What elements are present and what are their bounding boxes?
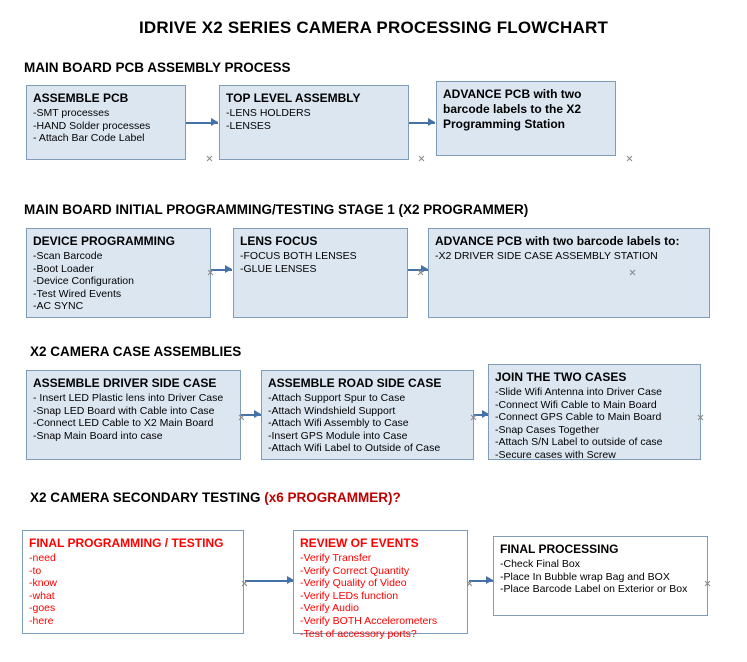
box-assemble-road-side-case-header: ASSEMBLE ROAD SIDE CASE xyxy=(268,376,442,390)
box-join-the-two-cases xyxy=(488,364,701,460)
box-review-of-events xyxy=(293,530,468,640)
box-review-of-events-line-5: -Verify Audio xyxy=(300,602,359,615)
box-assemble-pcb xyxy=(26,85,186,160)
arrow-final-programming-to-review-of-events xyxy=(245,576,294,585)
box-review-of-events-header: REVIEW OF EVENTS xyxy=(300,536,419,550)
box-top-level-assembly-header: TOP LEVEL ASSEMBLY xyxy=(226,91,361,105)
box-final-processing xyxy=(493,536,708,616)
box-final-programming-testing-line-3: -know xyxy=(29,577,58,590)
box-review-of-events-line-6: -Verify BOTH Accelerometers xyxy=(300,614,438,627)
box-final-programming-testing-line-5: -goes xyxy=(29,602,56,615)
tick-mark xyxy=(466,580,473,587)
arrow-assemble-pcb-to-top-level xyxy=(186,118,218,127)
box-assemble-road-side-case xyxy=(261,370,474,460)
box-final-programming-testing-line-6: -here xyxy=(29,614,54,627)
box-assemble-pcb-header: ASSEMBLE PCB xyxy=(33,91,129,105)
box-final-processing-line-3: -Place Barcode Label on Exterior or Box xyxy=(500,583,688,596)
box-review-of-events-line-7: -Test of accessory ports? xyxy=(300,627,417,640)
box-assemble-driver-side-case xyxy=(26,370,241,460)
box-final-processing-line-1: -Check Final Box xyxy=(500,558,580,570)
box-lens-focus xyxy=(233,228,408,318)
box-device-programming-line-4: -Test Wired Events xyxy=(33,287,122,300)
box-assemble-road-side-case-line-5: -Attach Wifi Label to Outside of Case xyxy=(268,442,441,455)
box-assemble-driver-side-case-line-3: -Connect LED Cable to X2 Main Board xyxy=(33,417,214,430)
box-assemble-road-side-case-line-2: -Attach Windshield Support xyxy=(268,404,396,417)
box-assemble-driver-side-case-line-1: - Insert LED Plastic lens into Driver Case xyxy=(33,392,224,404)
box-assemble-road-side-case-line-1: -Attach Support Spur to Case xyxy=(268,392,406,404)
tick-mark xyxy=(626,155,633,162)
box-join-the-two-cases-line-3: -Connect GPS Cable to Main Board xyxy=(495,411,662,424)
box-advance-pcb-driver-side xyxy=(428,228,710,318)
box-join-the-two-cases-header: JOIN THE TWO CASES xyxy=(495,370,627,384)
box-advance-pcb-station-header: ADVANCE PCB with two barcode labels to the X2 Programming Station xyxy=(443,87,582,131)
tick-mark xyxy=(238,414,245,421)
box-device-programming-line-1: -Scan Barcode xyxy=(33,250,103,262)
box-join-the-two-cases-line-5: -Attach S/N Label to outside of case xyxy=(495,436,663,449)
box-review-of-events-line-2: -Verify Correct Quantity xyxy=(300,564,410,577)
box-device-programming-header: DEVICE PROGRAMMING xyxy=(33,234,176,248)
box-assemble-driver-side-case-line-4: -Snap Main Board into case xyxy=(33,429,163,442)
box-final-processing-line-2: -Place In Bubble wrap Bag and BOX xyxy=(500,570,670,583)
page-title: IDRIVE X2 SERIES CAMERA PROCESSING FLOWCHART xyxy=(138,18,609,37)
box-assemble-road-side-case-line-4: -Insert GPS Module into Case xyxy=(268,429,408,442)
box-join-the-two-cases-line-1: -Slide Wifi Antenna into Driver Case xyxy=(495,386,662,398)
box-review-of-events-line-4: -Verify LEDs function xyxy=(300,589,399,602)
box-advance-pcb-station xyxy=(436,81,616,156)
box-final-programming-testing-header: FINAL PROGRAMMING / TESTING xyxy=(29,536,224,550)
box-lens-focus-line-1: -FOCUS BOTH LENSES xyxy=(240,250,357,262)
box-final-programming-testing-line-2: -to xyxy=(29,564,42,577)
box-final-programming-testing xyxy=(22,530,244,634)
section-heading-secondary-testing-text: X2 CAMERA SECONDARY TESTING xyxy=(30,490,265,505)
box-assemble-pcb-line-1: -SMT processes xyxy=(33,107,110,119)
arrow-top-level-to-advance-pcb xyxy=(409,118,435,127)
box-device-programming-line-3: -Device Configuration xyxy=(33,275,134,288)
box-top-level-assembly-line-2: -LENSES xyxy=(226,119,271,132)
box-assemble-pcb-line-2: -HAND Solder processes xyxy=(33,119,151,132)
tick-mark xyxy=(241,580,248,587)
section-heading-main-board-initial-programming: MAIN BOARD INITIAL PROGRAMMING/TESTING STAGE 1 (X2 PROGRAMMER) xyxy=(24,202,529,217)
box-assemble-driver-side-case-header: ASSEMBLE DRIVER SIDE CASE xyxy=(33,376,217,390)
box-assemble-pcb-line-3: - Attach Bar Code Label xyxy=(33,132,145,145)
tick-mark xyxy=(417,269,424,276)
box-device-programming-line-2: -Boot Loader xyxy=(33,262,94,275)
tick-mark xyxy=(629,269,636,276)
tick-mark xyxy=(697,414,704,421)
box-device-programming xyxy=(26,228,211,318)
section-heading-x2-camera-case-assemblies: X2 CAMERA CASE ASSEMBLIES xyxy=(30,344,242,359)
box-join-the-two-cases-line-6: -Secure cases with Screw xyxy=(495,448,616,461)
box-top-level-assembly-line-1: -LENS HOLDERS xyxy=(226,107,311,119)
box-advance-pcb-driver-side-header: ADVANCE PCB with two barcode labels to: xyxy=(435,234,680,248)
tick-mark xyxy=(207,269,214,276)
box-lens-focus-line-2: -GLUE LENSES xyxy=(240,262,317,275)
box-top-level-assembly xyxy=(219,85,409,160)
box-join-the-two-cases-line-4: -Snap Cases Together xyxy=(495,423,600,436)
box-advance-pcb-driver-side-line-1: -X2 DRIVER SIDE CASE ASSEMBLY STATION xyxy=(435,250,658,262)
box-join-the-two-cases-line-2: -Connect Wifi Cable to Main Board xyxy=(495,398,657,411)
box-lens-focus-header: LENS FOCUS xyxy=(240,234,318,248)
box-final-programming-testing-line-4: -what xyxy=(29,589,55,602)
box-review-of-events-line-3: -Verify Quality of Video xyxy=(300,577,407,590)
tick-mark xyxy=(206,155,213,162)
box-review-of-events-line-1: -Verify Transfer xyxy=(300,552,372,564)
tick-mark xyxy=(418,155,425,162)
box-final-processing-header: FINAL PROCESSING xyxy=(500,542,619,556)
box-final-programming-testing-line-1: -need xyxy=(29,552,56,564)
box-assemble-driver-side-case-line-2: -Snap LED Board with Cable into Case xyxy=(33,404,215,417)
section-heading-main-board-pcb-assembly-process: MAIN BOARD PCB ASSEMBLY PROCESS xyxy=(24,60,291,75)
box-device-programming-line-5: -AC SYNC xyxy=(33,300,84,313)
section-heading-x2-camera-secondary-testing xyxy=(30,490,401,505)
tick-mark xyxy=(704,580,711,587)
section-heading-secondary-testing-accent: (x6 PROGRAMMER)? xyxy=(264,490,401,505)
arrow-device-programming-to-lens-focus xyxy=(211,265,232,274)
tick-mark xyxy=(470,414,477,421)
box-assemble-road-side-case-line-3: -Attach Wifi Assembly to Case xyxy=(268,417,409,430)
